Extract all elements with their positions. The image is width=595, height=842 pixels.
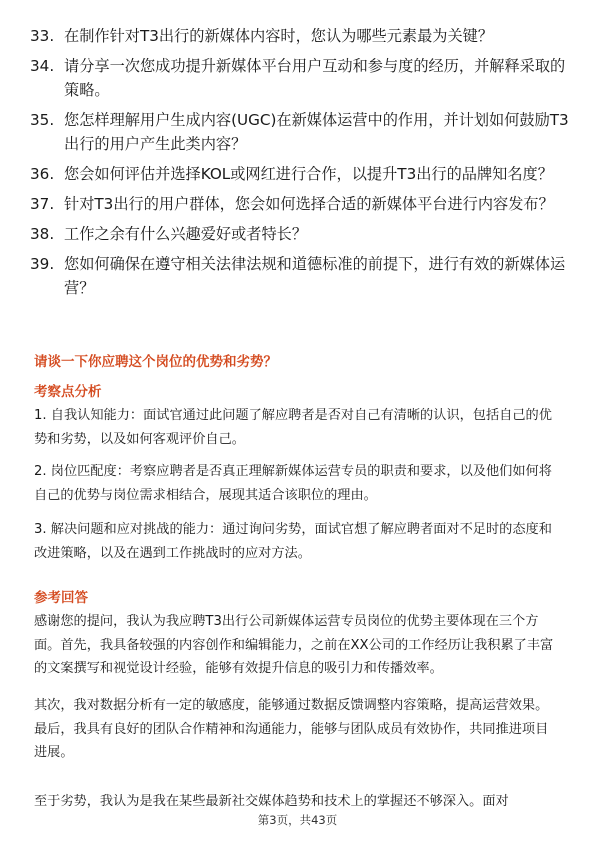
question-item: [30, 108, 570, 156]
question-item: [30, 54, 570, 102]
question-list: [30, 24, 570, 306]
question-text: 请分享一次您成功提升新媒体平台用户互动和参与度的经历，并解释采取的策略。: [64, 57, 566, 99]
question-item: [30, 252, 570, 300]
question-item: [30, 162, 570, 186]
question-item: [30, 222, 570, 246]
page-footer: 第3页，共43页: [257, 813, 338, 827]
question-number: 36.: [30, 165, 55, 183]
question-text: 在制作针对T3出行的新媒体内容时，您认为哪些元素最为关键？: [64, 27, 494, 45]
question-text: 您如何确保在遵守相关法律法规和道德标准的前提下，进行有效的新媒体运营？: [64, 255, 566, 297]
question-item: [30, 192, 570, 216]
answer-paragraph: 感谢您的提问，我认为我应聘T3出行公司新媒体运营专员岗位的优势主要体现在三个方面。首先，我具备较强的内容创作和编辑能力，之前在XX公司的工作经历让我积累了丰富的文案撰写和视觉设计经验，能够有效提升信息的吸引力和传播效率。: [34, 614, 554, 676]
answer-paragraph: 至于劣势，我认为是我在某些最新社交媒体趋势和技术上的掌握还不够深入。面对: [34, 794, 509, 809]
analysis-point: 2. 岗位匹配度：考察应聘者是否真正理解新媒体运营专员的职责和要求，以及他们如何将自己的优势与岗位需求相结合，展现其适合该职位的理由。: [34, 464, 552, 503]
question-text: 针对T3出行的用户群体，您会如何选择合适的新媒体平台进行内容发布？: [64, 195, 554, 213]
question-heading: 请谈一下你应聘这个岗位的优势和劣势？: [34, 354, 277, 370]
question-text: 您怎样理解用户生成内容(UGC)在新媒体运营中的作用，并计划如何鼓励T3出行的用户产生此类内容？: [64, 111, 569, 153]
question-text: 您会如何评估并选择KOL或网红进行合作，以提升T3出行的品牌知名度？: [64, 165, 553, 183]
question-number: 35.: [30, 111, 55, 129]
question-number: 34.: [30, 57, 55, 75]
question-number: 33.: [30, 27, 55, 45]
question-text: 工作之余有什么兴趣爱好或者特长？: [64, 225, 307, 243]
analysis-point: 1. 自我认知能力：面试官通过此问题了解应聘者是否对自己有清晰的认识，包括自己的优势和劣势，以及如何客观评价自己。: [34, 408, 552, 447]
question-number: 37.: [30, 195, 55, 213]
answer-heading: 参考回答: [34, 590, 88, 606]
question-item: [30, 24, 570, 48]
question-number: 38.: [30, 225, 55, 243]
answer-paragraph: 其次，我对数据分析有一定的敏感度，能够通过数据反馈调整内容策略，提高运营效果。最后，我具有良好的团队合作精神和沟通能力，能够与团队成员有效协作，共同推进项目进展。: [34, 698, 549, 760]
analysis-point: 3. 解决问题和应对挑战的能力：通过询问劣势，面试官想了解应聘者面对不足时的态度和改进策略，以及在遇到工作挑战时的应对方法。: [34, 522, 552, 561]
question-number: 39.: [30, 255, 55, 273]
analysis-heading: 考察点分析: [34, 384, 102, 400]
